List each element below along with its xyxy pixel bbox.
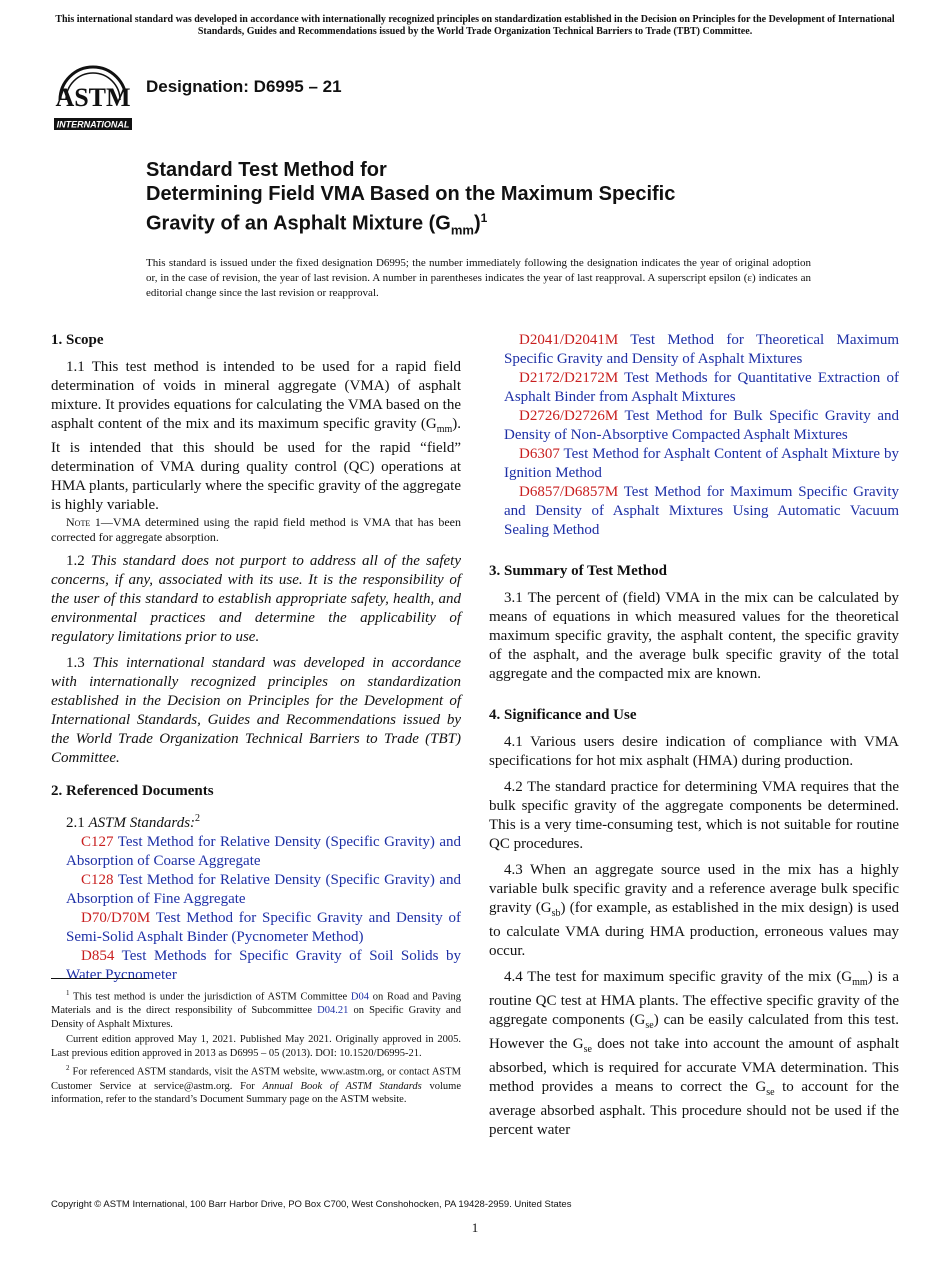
reference-d854[interactable] — [51, 947, 461, 985]
section-significance-heading: 4. Significance and Use — [489, 707, 637, 723]
paragraph-4-4 — [489, 968, 899, 1140]
committee-d04-link[interactable]: D04 — [350, 991, 369, 1003]
left-column — [51, 331, 461, 985]
paragraph-1-3 — [51, 654, 461, 768]
reference-title[interactable]: Test Method for Asphalt Content of Asphalt Mixture by Ignition Method — [504, 446, 900, 481]
reference-title[interactable]: Test Method for Bulk Specific Gravity and Density of Non-Absorptive Compacted Asphalt Mixtures — [504, 408, 899, 443]
paragraph-1-3-num: 1.3 — [66, 655, 93, 671]
section-referenced-documents-heading: 2. Referenced Documents — [51, 783, 214, 799]
reference-code[interactable]: D2726/D2726M — [519, 408, 619, 424]
paragraph-4-4-text-c: ) can be easily calculated from this test. However the G — [489, 1012, 899, 1052]
astm-logo-mark — [54, 67, 132, 130]
reference-c128[interactable] — [51, 871, 461, 909]
section-scope-heading: 1. Scope — [51, 332, 104, 348]
reference-code[interactable]: D854 — [81, 948, 115, 964]
footnote-1-text-a: This test method is under the jurisdiction of ASTM Committee — [69, 991, 351, 1003]
paragraph-4-1: 4.1 Various users desire indication of compliance with VMA specifications for hot mix asphalt (HMA) during production. — [489, 734, 899, 769]
footnote-2-mark: 2 — [66, 1064, 70, 1073]
footnote-2-text-a: For referenced ASTM standards, visit the ASTM website, www.astm.org, or contact ASTM Customer Service at service@astm.org. For — [51, 1066, 461, 1092]
paragraph-1-2 — [51, 552, 461, 647]
reference-code[interactable]: C127 — [81, 834, 114, 850]
paragraph-4-4-text-d: does not take into account the amount of asphalt absorbed, which is required for accurate VMA determination. This method provides a means to correct the G — [489, 1036, 899, 1095]
subcommittee-d04-21-link[interactable]: D04.21 — [317, 1005, 349, 1017]
paragraph-4-4-text-b: ) is a routine QC test at HMA plants. The effective specific gravity of the aggregate components (G — [489, 969, 899, 1028]
reference-code[interactable]: D6307 — [519, 446, 560, 462]
paragraph-4-3-sub: sb — [551, 908, 561, 919]
reference-d6307[interactable] — [489, 445, 899, 483]
paragraph-4-4-sub-2: se — [645, 1020, 654, 1031]
footnote-1-mark: 1 — [66, 989, 70, 997]
reference-title[interactable]: Test Methods for Quantitative Extraction of Asphalt Binder from Asphalt Mixtures — [504, 370, 899, 405]
reference-d2726[interactable] — [489, 407, 899, 445]
title-line-2: Determining Field VMA Based on the Maximum Specific — [146, 183, 676, 205]
reference-code[interactable]: D70/D70M — [81, 910, 151, 926]
paragraph-1-1-sub: mm — [436, 424, 453, 435]
paragraph-3-1: 3.1 The percent of (field) VMA in the mix can be calculated by means of equations in which measured values for the theoretical maximum specific gravity, the asphalt content, the specific gravity of the asphalt, and the average bulk specific gravity of the total aggregate and the compacted mix are known. — [489, 590, 899, 682]
paragraph-2-1-footnote-mark: 2 — [195, 813, 201, 824]
reference-title[interactable]: Test Methods for Specific Gravity of Soil Solids by Water Pycnometer — [66, 948, 462, 983]
title-close: ) — [474, 212, 481, 235]
paragraph-4-2: 4.2 The standard practice for determining VMA requires that the bulk specific gravity of the aggregate components be determined. This is a very time-consuming test, which is not suitable for routine QC procedures. — [489, 779, 899, 852]
footnote-1-text-b: on Road and Paving Materials and is the direct responsibility of Subcommittee — [51, 991, 461, 1017]
reference-code[interactable]: C128 — [81, 872, 114, 888]
paragraph-4-4-text-a: 4.4 The test for maximum specific gravity of the mix (G — [504, 969, 853, 985]
reference-title[interactable]: Test Method for Relative Density (Specific Gravity) and Absorption of Fine Aggregate — [66, 872, 462, 907]
reference-code[interactable]: D2041/D2041M — [519, 332, 619, 348]
footnote-2-text-b: volume information, refer to the standard’s Document Summary page on the ASTM website. — [51, 1080, 461, 1106]
footnote-1-edition: Current edition approved May 1, 2021. Published May 2021. Originally approved in 2005. Last previous edition approved in 2013 as D6995 – 05 (2013). DOI: 10.1520/D6995-21. — [51, 1034, 461, 1059]
reference-code[interactable]: D6857/D6857M — [519, 484, 619, 500]
paragraph-4-3-text-b: ) (for example, as established in the mix design) is used to calculate VMA during HMA production, erroneous values may occur. — [489, 900, 899, 959]
paragraph-4-4-text-e: to account for the average absorbed asphalt. This procedure should not be used if the percent water — [489, 1079, 899, 1138]
paragraph-1-1-text-b: ). It is intended that this should be used for the rapid “field” determination of VMA during quality control (QC) operations at HMA plants, particularly where the specific gravity of the aggregate is highly variable. — [51, 416, 461, 513]
reference-title[interactable]: Test Method for Relative Density (Specific Gravity) and Absorption of Coarse Aggregate — [66, 834, 462, 869]
reference-title[interactable]: Test Method for Maximum Specific Gravity and Density of Asphalt Mixtures Using Automatic Vacuum Sealing Method — [504, 484, 899, 538]
footnote-2 — [51, 1062, 461, 1106]
designation-separator: – — [303, 77, 323, 96]
astm-logo-band: INTERNATIONAL — [56, 119, 130, 130]
reference-d70[interactable] — [51, 909, 461, 947]
footnote-2-italic: Annual Book of ASTM Standards — [262, 1080, 422, 1092]
footnote-1-text-c: on Specific Gravity and Density of Asphalt Mixtures. — [51, 1005, 461, 1030]
title-line-1: Standard Test Method for — [146, 159, 387, 181]
title-line-3 — [146, 206, 836, 243]
note-1 — [51, 515, 461, 545]
paragraph-1-3-text: This international standard was developed in accordance with internationally recognized principles on standardization established in the Decision on Principles for the Development of International Standards, Guides and Recommendations issued by the World Trade Organization Technical Barriers to Trade (TBT) Committee. — [51, 655, 462, 766]
title-subscript: mm — [450, 222, 474, 238]
astm-logo-letters: ASTM — [55, 83, 131, 112]
reference-d2041[interactable] — [489, 331, 899, 369]
right-column — [489, 331, 899, 1140]
paragraph-4-4-sub-3: se — [583, 1044, 592, 1055]
paragraph-4-3 — [489, 861, 899, 961]
reference-c127[interactable] — [51, 833, 461, 871]
footnotes — [51, 987, 461, 1109]
paragraph-1-2-text: This standard does not purport to address all of the safety concerns, if any, associated with its use. It is the responsibility of the user of this standard to establish appropriate safety, health, and environmental practices and determine the applicability of regulatory limitations prior to use. — [51, 553, 461, 645]
paragraph-1-1-text-a: 1.1 This test method is intended to be used for a rapid field determination of voids in mineral aggregate (VMA) of asphalt mixture. It provides equations for calculating the VMA based on the asphalt content of the mix and its maximum specific gravity (G — [51, 359, 461, 432]
paragraph-4-4-sub-1: mm — [852, 977, 868, 988]
page-number: 1 — [471, 1220, 479, 1235]
footnote-1 — [51, 987, 461, 1031]
section-summary-heading: 3. Summary of Test Method — [489, 563, 667, 579]
document-title — [146, 158, 836, 243]
designation-label: Designation: D6995 — [146, 77, 304, 96]
title-footnote-mark: 1 — [480, 211, 488, 225]
paragraph-4-3-text-a: 4.3 When an aggregate source used in the mix has a highly variable bulk specific gravity and a reference average bulk specific gravity (G — [489, 862, 899, 916]
designation-year: 21 — [322, 77, 342, 96]
paragraph-2-1 — [51, 809, 461, 833]
reference-code[interactable]: D2172/D2172M — [519, 370, 619, 386]
copyright: Copyright © ASTM International, 100 Barr Harbor Drive, PO Box C700, West Conshohocken, PA 19428-2959. United States — [51, 1199, 572, 1210]
preamble: This standard is issued under the fixed designation D6995; the number immediately following the designation indicates the year of original adoption or, in the case of revision, the year of last revision. A number in parentheses indicates the year of last reapproval. A superscript epsilon (ε) indicates an editorial change since the last revision or reapproval. — [146, 257, 811, 299]
reference-title[interactable]: Test Method for Specific Gravity and Density of Semi-Solid Asphalt Binder (Pycnometer Method) — [66, 910, 461, 945]
reference-d2172[interactable] — [489, 369, 899, 407]
astm-logo — [50, 56, 136, 134]
footnote-rule — [51, 978, 147, 979]
note-1-label: Note 1 — [66, 515, 101, 529]
reference-d6857[interactable] — [489, 483, 899, 540]
paragraph-2-1-text: ASTM Standards: — [88, 815, 196, 831]
title-line-3-text: Gravity of an Asphalt Mixture (G — [146, 212, 451, 235]
reference-title[interactable]: Test Method for Theoretical Maximum Specific Gravity and Density of Asphalt Mixtures — [504, 332, 899, 367]
designation — [146, 77, 342, 97]
paragraph-1-2-num: 1.2 — [66, 553, 91, 569]
paragraph-2-1-num: 2.1 — [66, 815, 89, 831]
top-notice: This international standard was developed in accordance with internationally recognized principles on standardization established in the Decision on Principles for the Development of International Standards, Guides and Recommendations issued by the World Trade Organization Technical Barriers to Trade (TBT) Committee. — [55, 14, 895, 37]
paragraph-1-1 — [51, 358, 461, 515]
paragraph-4-4-sub-4: se — [766, 1087, 775, 1098]
note-1-text: —VMA determined using the rapid field method is VMA that has been corrected for aggregate absorption. — [51, 515, 462, 544]
